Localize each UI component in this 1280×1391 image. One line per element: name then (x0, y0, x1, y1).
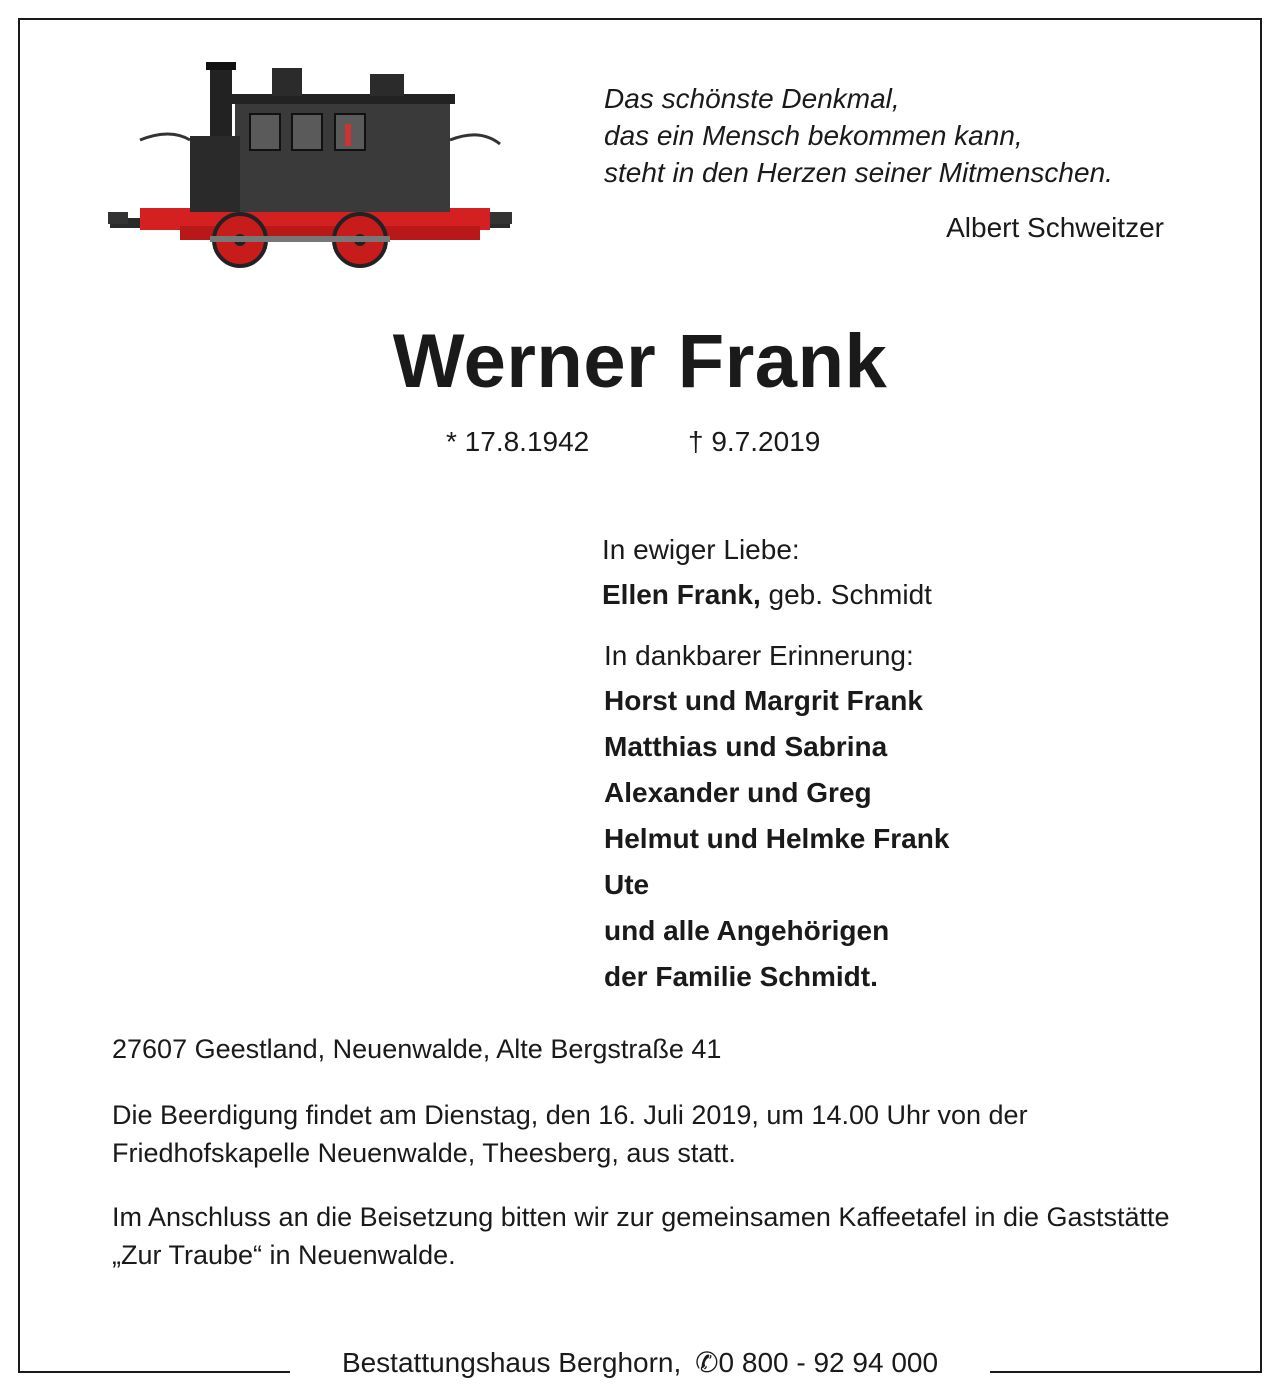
birth-date: * 17.8.1942 (446, 426, 590, 457)
address: 27607 Geestland, Neuenwalde, Alte Bergstraße 41 (112, 1034, 722, 1064)
mourners-intro-love: In ewiger Liebe: (602, 534, 800, 565)
quote-line: Das schönste Denkmal, (604, 83, 900, 114)
quote-author: Albert Schweitzer (946, 212, 1164, 243)
quote (604, 80, 1204, 191)
mourners-block (602, 532, 949, 1000)
deceased-name: Werner Frank (392, 319, 888, 404)
wife-line (602, 576, 949, 614)
family-member: Alexander und Greg (604, 777, 872, 808)
footer (0, 1346, 1280, 1379)
family-member: Helmut und Helmke Frank (604, 823, 950, 854)
family-member: Matthias und Sabrina (604, 731, 888, 762)
family-list (602, 678, 949, 1000)
family-member: Ute (604, 869, 650, 900)
family-member: Horst und Margrit Frank (604, 685, 923, 716)
quote-line: steht in den Herzen seiner Mitmenschen. (604, 157, 1113, 188)
wife-name: Ellen Frank, (602, 579, 761, 610)
wife-maiden-name: geb. Schmidt (760, 579, 932, 610)
death-date: † 9.7.2019 (688, 426, 821, 457)
reception-info: Im Anschluss an die Beisetzung bitten wir zur gemeinsamen Kaffeetafel in die Gaststätte „Zur Traube“ in Neuenwalde. (112, 1202, 1170, 1270)
phone-icon: ✆ (695, 1347, 719, 1378)
undertaker-name: Bestattungshaus Berghorn, (341, 1347, 682, 1378)
family-member: der Familie Schmidt. (604, 961, 878, 992)
quote-line: das ein Mensch bekommen kann, (604, 120, 1023, 151)
family-member: und alle Angehörigen (604, 915, 890, 946)
phone-number[interactable]: 0 800 - 92 94 000 (718, 1347, 939, 1378)
funeral-info: Die Beerdigung findet am Dienstag, den 16. Juli 2019, um 14.00 Uhr von der Friedhofskapelle Neuenwalde, Theesberg, aus statt. (112, 1100, 1028, 1168)
mourners-intro-memory: In dankbarer Erinnerung: (604, 640, 914, 671)
locomotive-image (60, 40, 550, 290)
